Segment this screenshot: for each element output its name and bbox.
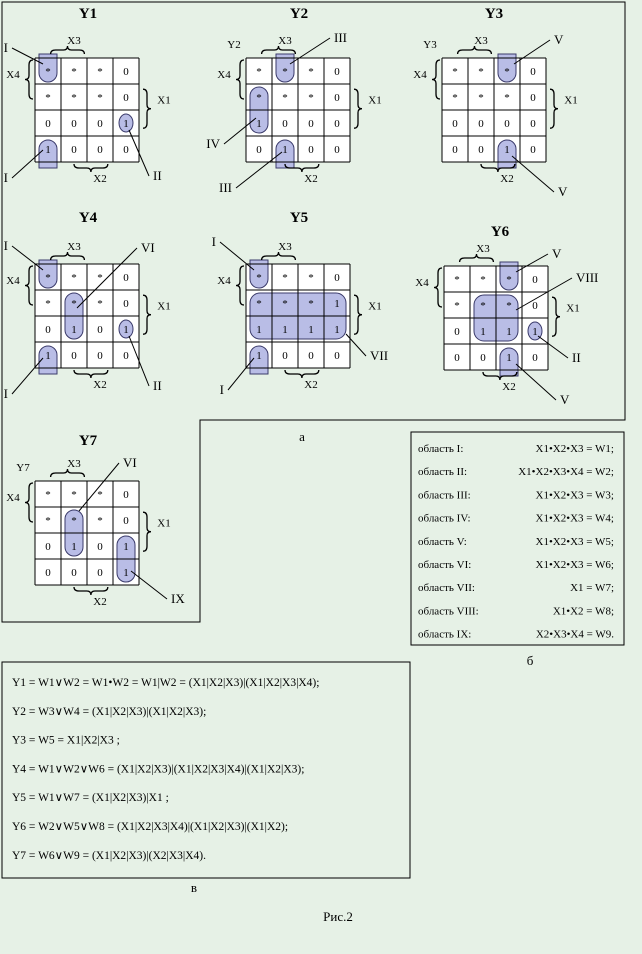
formula-line: Y1 = W1∨W2 = W1•W2 = W1|W2 = (X1|X2|X3)|(X1|X2|X3|X4); [12, 677, 320, 689]
region-expression: X1•X2•X3 = W4; [535, 512, 614, 525]
map-cell: 0 [123, 350, 129, 362]
map-cell: * [71, 92, 77, 104]
var-label-x3: X3 [476, 243, 490, 255]
brace [25, 60, 33, 99]
map-cell: 0 [45, 324, 51, 336]
var-label-x2: X2 [304, 379, 318, 391]
callout-label: I [3, 170, 8, 185]
map-cell: 0 [123, 144, 129, 156]
map-title: Y6 [490, 224, 510, 240]
map-cell: * [308, 66, 314, 78]
map-cell: 0 [530, 118, 536, 130]
var-label-x2: X2 [93, 596, 107, 608]
map-cell: * [452, 92, 458, 104]
map-cell: 1 [480, 326, 486, 338]
map-cell: * [478, 66, 484, 78]
map-cell: 0 [532, 300, 538, 312]
map-cell: 0 [71, 567, 77, 579]
map-cell: * [308, 92, 314, 104]
formula-line: Y3 = W5 = X1|X2|X3 ; [12, 734, 120, 747]
map-title: Y3 [484, 6, 504, 22]
brace [74, 370, 108, 378]
map-cell: 1 [123, 118, 129, 130]
panel-v-label: в [190, 880, 198, 895]
formula-line: Y4 = W1∨W2∨W6 = (X1|X2|X3)|(X1|X2|X3|X4)|(X1|X2|X3); [12, 763, 305, 776]
map-cell: 0 [71, 118, 77, 130]
formula-line: Y5 = W1∨W7 = (X1|X2|X3)|X1 ; [12, 792, 169, 805]
brace [25, 483, 33, 522]
var-label-x3: X3 [67, 35, 81, 47]
map-cell: 0 [530, 66, 536, 78]
map-cell: * [71, 298, 77, 310]
map-cell: 0 [123, 272, 129, 284]
map-cell: 0 [71, 144, 77, 156]
panel-b-label: б [526, 653, 534, 668]
map-cell: 0 [282, 118, 288, 130]
callout-label: II [153, 378, 162, 393]
map-cell: 0 [123, 515, 129, 527]
callout-label: III [334, 30, 347, 45]
map-cell: * [45, 298, 51, 310]
map-cell: 1 [71, 541, 77, 553]
brace [550, 89, 558, 128]
map-corner-label: Y3 [423, 39, 437, 51]
var-label-x4: X4 [217, 69, 231, 81]
var-label-x1: X1 [368, 300, 382, 313]
brace [262, 46, 296, 54]
region-expression: X1•X2•X3 = W5; [535, 535, 614, 548]
map-cell: 0 [334, 144, 340, 156]
brace [458, 46, 492, 54]
map-cell: * [45, 489, 51, 501]
map-cell: 1 [506, 326, 512, 338]
karnaugh-map-y1 [4, 6, 171, 185]
karnaugh-map-y5 [212, 210, 388, 397]
map-cell: 0 [454, 352, 460, 364]
map-cell: 1 [506, 352, 512, 364]
callout-line [220, 242, 254, 270]
map-cell: 0 [308, 144, 314, 156]
map-cell: 0 [45, 118, 51, 130]
map-cell: 0 [123, 66, 129, 78]
callout-label: II [153, 168, 162, 183]
var-label-x3: X3 [67, 241, 81, 253]
brace [552, 297, 560, 336]
brace [434, 268, 442, 307]
map-cell: 1 [45, 350, 51, 362]
map-cell: * [282, 298, 288, 310]
var-label-x1: X1 [157, 94, 171, 107]
map-cell: 0 [478, 144, 484, 156]
map-cell: * [97, 272, 103, 284]
map-cell: * [97, 92, 103, 104]
var-label-x2: X2 [502, 381, 516, 393]
brace [354, 89, 362, 128]
region-name: область I: [418, 443, 464, 455]
map-cell: * [454, 300, 460, 312]
callout-label: VI [141, 240, 155, 255]
karnaugh-map-y3 [413, 6, 577, 199]
map-cell: 0 [308, 118, 314, 130]
brace [262, 252, 296, 260]
map-cell: * [45, 515, 51, 527]
map-cell: * [71, 272, 77, 284]
region-name: область III: [418, 489, 471, 502]
region-expression: X1 = W7; [570, 582, 614, 595]
var-label-x1: X1 [157, 300, 171, 313]
map-cell: * [454, 274, 460, 286]
var-label-x3: X3 [67, 458, 81, 470]
map-cell: 0 [97, 350, 103, 362]
map-cell: * [256, 298, 262, 310]
callout-label: I [3, 40, 8, 55]
var-label-x2: X2 [304, 173, 318, 185]
callout-line [12, 358, 43, 394]
var-label-x4: X4 [6, 492, 20, 504]
callout-label: V [552, 246, 562, 261]
region-name: область IX: [418, 628, 472, 641]
map-cell: * [504, 66, 510, 78]
map-cell: 0 [334, 272, 340, 284]
karnaugh-map-y4 [4, 210, 171, 401]
map-cell: * [45, 66, 51, 78]
region-expression: X1•X2•X3 = W6; [535, 559, 614, 571]
callout-label: VI [123, 455, 137, 470]
map-cell: * [71, 515, 77, 527]
map-cell: 1 [71, 324, 77, 336]
map-cell: * [506, 274, 512, 286]
brace [236, 266, 244, 305]
map-cell: 1 [256, 118, 262, 130]
map-cell: * [256, 66, 262, 78]
map-cell: 0 [530, 144, 536, 156]
callout-line [12, 48, 43, 64]
map-cell: 0 [334, 92, 340, 104]
map-cell: 1 [308, 324, 314, 336]
map-cell: 1 [334, 324, 340, 336]
callout-label: I [219, 382, 224, 397]
brace [74, 164, 108, 172]
map-cell: 0 [45, 567, 51, 579]
map-cell: 0 [334, 118, 340, 130]
map-cell: 0 [530, 92, 536, 104]
map-cell: 1 [282, 144, 288, 156]
map-cell: * [282, 66, 288, 78]
callout-label: V [554, 32, 564, 47]
region-expression: X1•X2•X3•X4 = W2; [518, 466, 614, 479]
map-cell: 0 [97, 567, 103, 579]
map-cell: 0 [123, 489, 129, 501]
var-label-x2: X2 [93, 379, 107, 391]
map-cell: 1 [123, 324, 129, 336]
brace [460, 254, 494, 262]
formula-line: Y2 = W3∨W4 = (X1|X2|X3)|(X1|X2|X3); [12, 705, 207, 718]
map-cell: * [256, 272, 262, 284]
map-cell: 0 [71, 350, 77, 362]
map-cell: * [97, 489, 103, 501]
brace [51, 252, 85, 260]
map-cell: 1 [123, 567, 129, 579]
region-expression: X1•X2•X3 = W1; [535, 443, 614, 455]
brace [354, 295, 362, 334]
map-cell: * [480, 274, 486, 286]
map-cell: * [480, 300, 486, 312]
callout-label: III [219, 180, 232, 195]
map-cell: 0 [480, 352, 486, 364]
brace [285, 370, 319, 378]
map-cell: 0 [478, 118, 484, 130]
brace [143, 512, 151, 551]
brace [236, 60, 244, 99]
region-name: область VI: [418, 559, 472, 571]
map-corner-label: Y2 [227, 39, 241, 51]
brace [143, 89, 151, 128]
map-cell: * [452, 66, 458, 78]
brace [51, 46, 85, 54]
map-cell: 0 [532, 352, 538, 364]
map-cell: 0 [45, 541, 51, 553]
callout-label: V [560, 392, 570, 407]
formula-line: Y6 = W2∨W5∨W8 = (X1|X2|X3|X4)|(X1|X2|X3)|(X1|X2); [12, 821, 289, 833]
map-cell: 0 [532, 274, 538, 286]
var-label-x4: X4 [6, 275, 20, 287]
map-cell: 0 [97, 324, 103, 336]
map-cell: 1 [504, 144, 510, 156]
region-name: область II: [418, 466, 468, 479]
brace [143, 295, 151, 334]
map-cell: 1 [532, 326, 538, 338]
var-label-x1: X1 [564, 94, 578, 107]
var-label-x2: X2 [93, 173, 107, 185]
map-cell: * [282, 272, 288, 284]
map-cell: 0 [334, 350, 340, 362]
map-cell: 1 [256, 324, 262, 336]
formula-line: Y7 = W6∨W9 = (X1|X2|X3)|(X2|X3|X4). [12, 849, 206, 862]
map-cell: 0 [97, 541, 103, 553]
map-cell: 1 [123, 541, 129, 553]
map-title: Y1 [78, 6, 98, 22]
var-label-x3: X3 [278, 35, 292, 47]
map-cell: 1 [256, 350, 262, 362]
map-cell: * [45, 92, 51, 104]
map-cell: 0 [123, 92, 129, 104]
map-cell: * [97, 515, 103, 527]
map-cell: 0 [97, 144, 103, 156]
map-cell: * [97, 298, 103, 310]
map-cell: 0 [97, 118, 103, 130]
var-label-x2: X2 [500, 173, 514, 185]
map-cell: * [308, 298, 314, 310]
callout-line [12, 150, 43, 178]
map-title: Y4 [78, 210, 98, 226]
region-expression: X2•X3•X4 = W9. [535, 628, 614, 641]
karnaugh-map-y6 [415, 224, 598, 407]
callout-label: I [3, 238, 8, 253]
map-cell: 0 [256, 144, 262, 156]
map-cell: 0 [504, 118, 510, 130]
map-cell: * [71, 66, 77, 78]
figure-caption: Рис.2 [323, 909, 353, 924]
var-label-x4: X4 [217, 275, 231, 287]
map-cell: 0 [282, 350, 288, 362]
callout-label: I [3, 386, 8, 401]
karnaugh-map-y7 [6, 433, 185, 608]
map-cell: * [45, 272, 51, 284]
map-cell: * [478, 92, 484, 104]
var-label-x3: X3 [474, 35, 488, 47]
var-label-x4: X4 [415, 277, 429, 289]
map-cell: 0 [454, 326, 460, 338]
callout-label: IX [171, 591, 185, 606]
map-title: Y5 [289, 210, 309, 226]
map-cell: 0 [452, 144, 458, 156]
karnaugh-map-y2 [206, 6, 381, 195]
callout-label: V [558, 184, 568, 199]
var-label-x1: X1 [566, 302, 580, 315]
map-cell: * [97, 66, 103, 78]
brace [74, 587, 108, 595]
brace [51, 469, 85, 477]
map-cell: 1 [45, 144, 51, 156]
callout-line [12, 246, 43, 270]
map-cell: 0 [334, 66, 340, 78]
map-cell: * [282, 92, 288, 104]
var-label-x3: X3 [278, 241, 292, 253]
callout-label: VIII [576, 270, 599, 285]
var-label-x4: X4 [6, 69, 20, 81]
panel-a-label: а [299, 429, 305, 444]
map-cell: * [506, 300, 512, 312]
region-expression: X1•X2 = W8; [552, 605, 614, 618]
map-cell: * [256, 92, 262, 104]
region-name: область V: [418, 535, 467, 548]
var-label-x1: X1 [368, 94, 382, 107]
callout-label: I [211, 234, 216, 249]
map-title: Y2 [289, 6, 309, 22]
callout-label: IV [206, 136, 220, 151]
map-cell: 0 [123, 298, 129, 310]
brace [432, 60, 440, 99]
brace [25, 266, 33, 305]
callout-label: VII [370, 348, 389, 363]
map-cell: 1 [282, 324, 288, 336]
var-label-x1: X1 [157, 517, 171, 530]
callout-label: II [572, 350, 581, 365]
map-corner-label: Y7 [16, 462, 30, 474]
var-label-x4: X4 [413, 69, 427, 81]
map-cell: * [308, 272, 314, 284]
map-cell: * [71, 489, 77, 501]
map-title: Y7 [78, 433, 98, 449]
map-cell: 0 [308, 350, 314, 362]
map-cell: * [504, 92, 510, 104]
map-cell: 1 [334, 298, 340, 310]
map-cell: 0 [452, 118, 458, 130]
region-name: область VIII: [418, 605, 479, 618]
region-expression: X1•X2•X3 = W3; [535, 489, 614, 502]
region-name: область VII: [418, 582, 475, 595]
region-name: область IV: [418, 512, 471, 525]
